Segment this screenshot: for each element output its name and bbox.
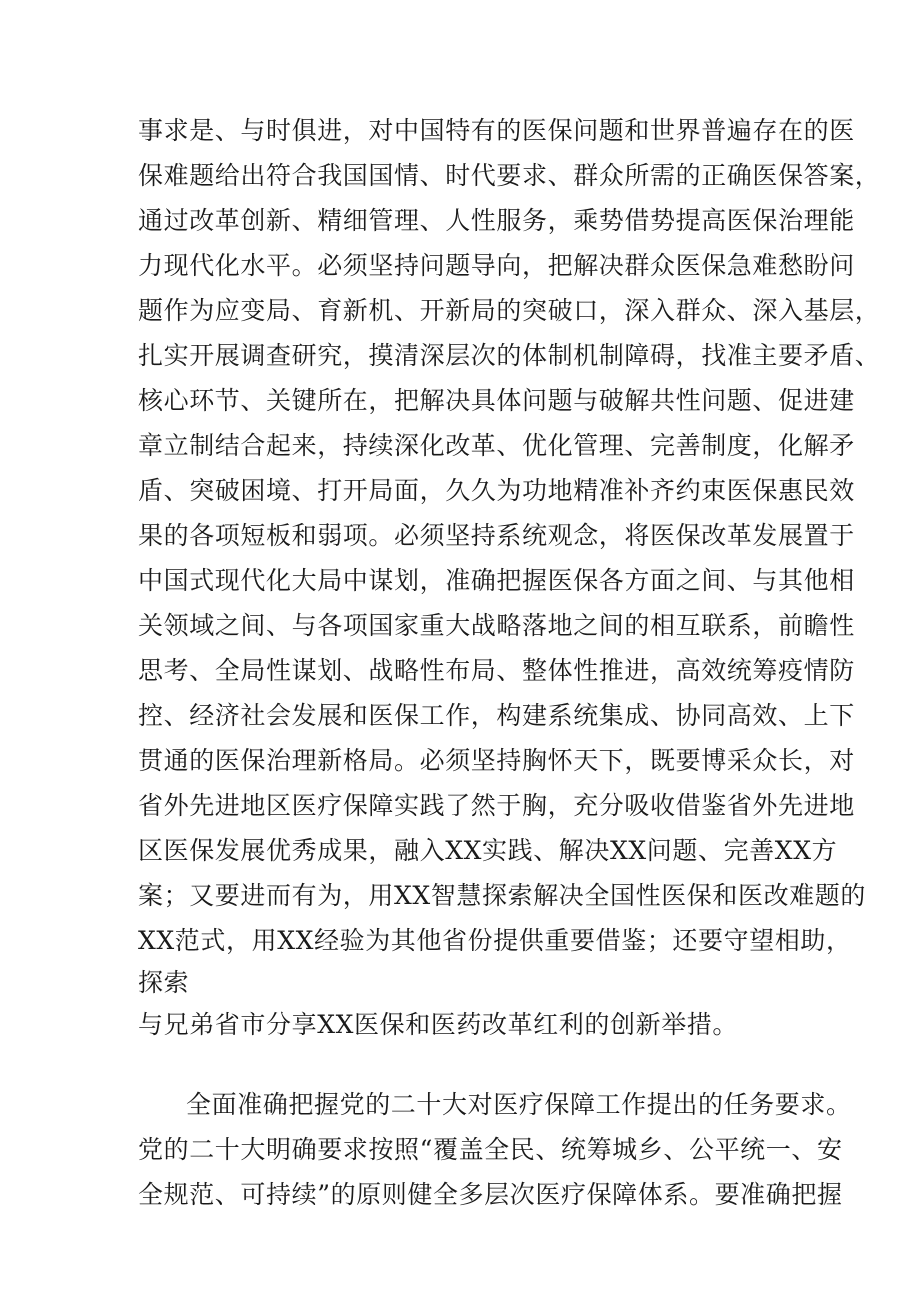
paragraph-2-line: 党的二十大明确要求按照“覆盖全民、统筹城乡、公平统一、安: [138, 1135, 843, 1164]
paragraph-1-line: 思考、全局性谋划、战略性布局、整体性推进，高效统筹疫情防: [138, 656, 855, 685]
paragraph-1-line: 保难题给出符合我国国情、时代要求、群众所需的正确医保答案，: [138, 161, 881, 190]
paragraph-1-line: 章立制结合起来，持续深化改革、优化管理、完善制度，化解矛: [138, 431, 855, 460]
paragraph-1-line: 中国式现代化大局中谋划，准确把握医保各方面之间、与其他相: [138, 566, 855, 595]
paragraph-1-line: 控、经济社会发展和医保工作，构建系统集成、协同高效、上下: [138, 701, 855, 730]
paragraph-1-line: 省外先进地区医疗保障实践了然于胸，充分吸收借鉴省外先进地: [138, 791, 855, 820]
paragraph-1-line: 区医保发展优秀成果，融入XX实践、解决XX问题、完善XX方: [138, 836, 838, 865]
paragraph-1-line: 贯通的医保治理新格局。必须坚持胸怀天下，既要博采众长，对: [138, 746, 855, 775]
paragraph-1-line: XX范式，用XX经验为其他省份提供重要借鉴；还要守望相助，: [138, 926, 852, 955]
paragraph-1-line: 探索: [138, 968, 190, 997]
paragraph-2-line: 全规范、可持续”的原则健全多层次医疗保障体系。要准确把握: [138, 1180, 843, 1209]
paragraph-1-line: 力现代化水平。必须坚持问题导向，把解决群众医保急难愁盼问: [138, 251, 855, 280]
paragraph-1-line: 通过改革创新、精细管理、人性服务，乘势借势提高医保治理能: [138, 206, 855, 235]
paragraph-1-line: 关领域之间、与各项国家重大战略落地之间的相互联系，前瞻性: [138, 611, 855, 640]
paragraph-1-line: 与兄弟省市分享XX医保和医药改革红利的创新举措。: [138, 1010, 738, 1039]
paragraph-1-line: 案；又要进而有为，用XX智慧探索解决全国性医保和医改难题的: [138, 881, 866, 910]
paragraph-1-line: 盾、突破困境、打开局面，久久为功地精准补齐约束医保惠民效: [138, 476, 855, 505]
paragraph-2-line: 全面准确把握党的二十大对医疗保障工作提出的任务要求。: [186, 1090, 852, 1119]
paragraph-1-line: 题作为应变局、育新机、开新局的突破口，深入群众、深入基层，: [138, 296, 881, 325]
paragraph-1-line: 扎实开展调查研究，摸清深层次的体制机制障碍，找准主要矛盾、: [138, 341, 881, 370]
paragraph-1-line: 事求是、与时俱进，对中国特有的医保问题和世界普遍存在的医: [138, 116, 855, 145]
paragraph-1-line: 果的各项短板和弱项。必须坚持系统观念，将医保改革发展置于: [138, 521, 855, 550]
paragraph-1-line: 核心环节、关键所在，把解决具体问题与破解共性问题、促进建: [138, 386, 855, 415]
